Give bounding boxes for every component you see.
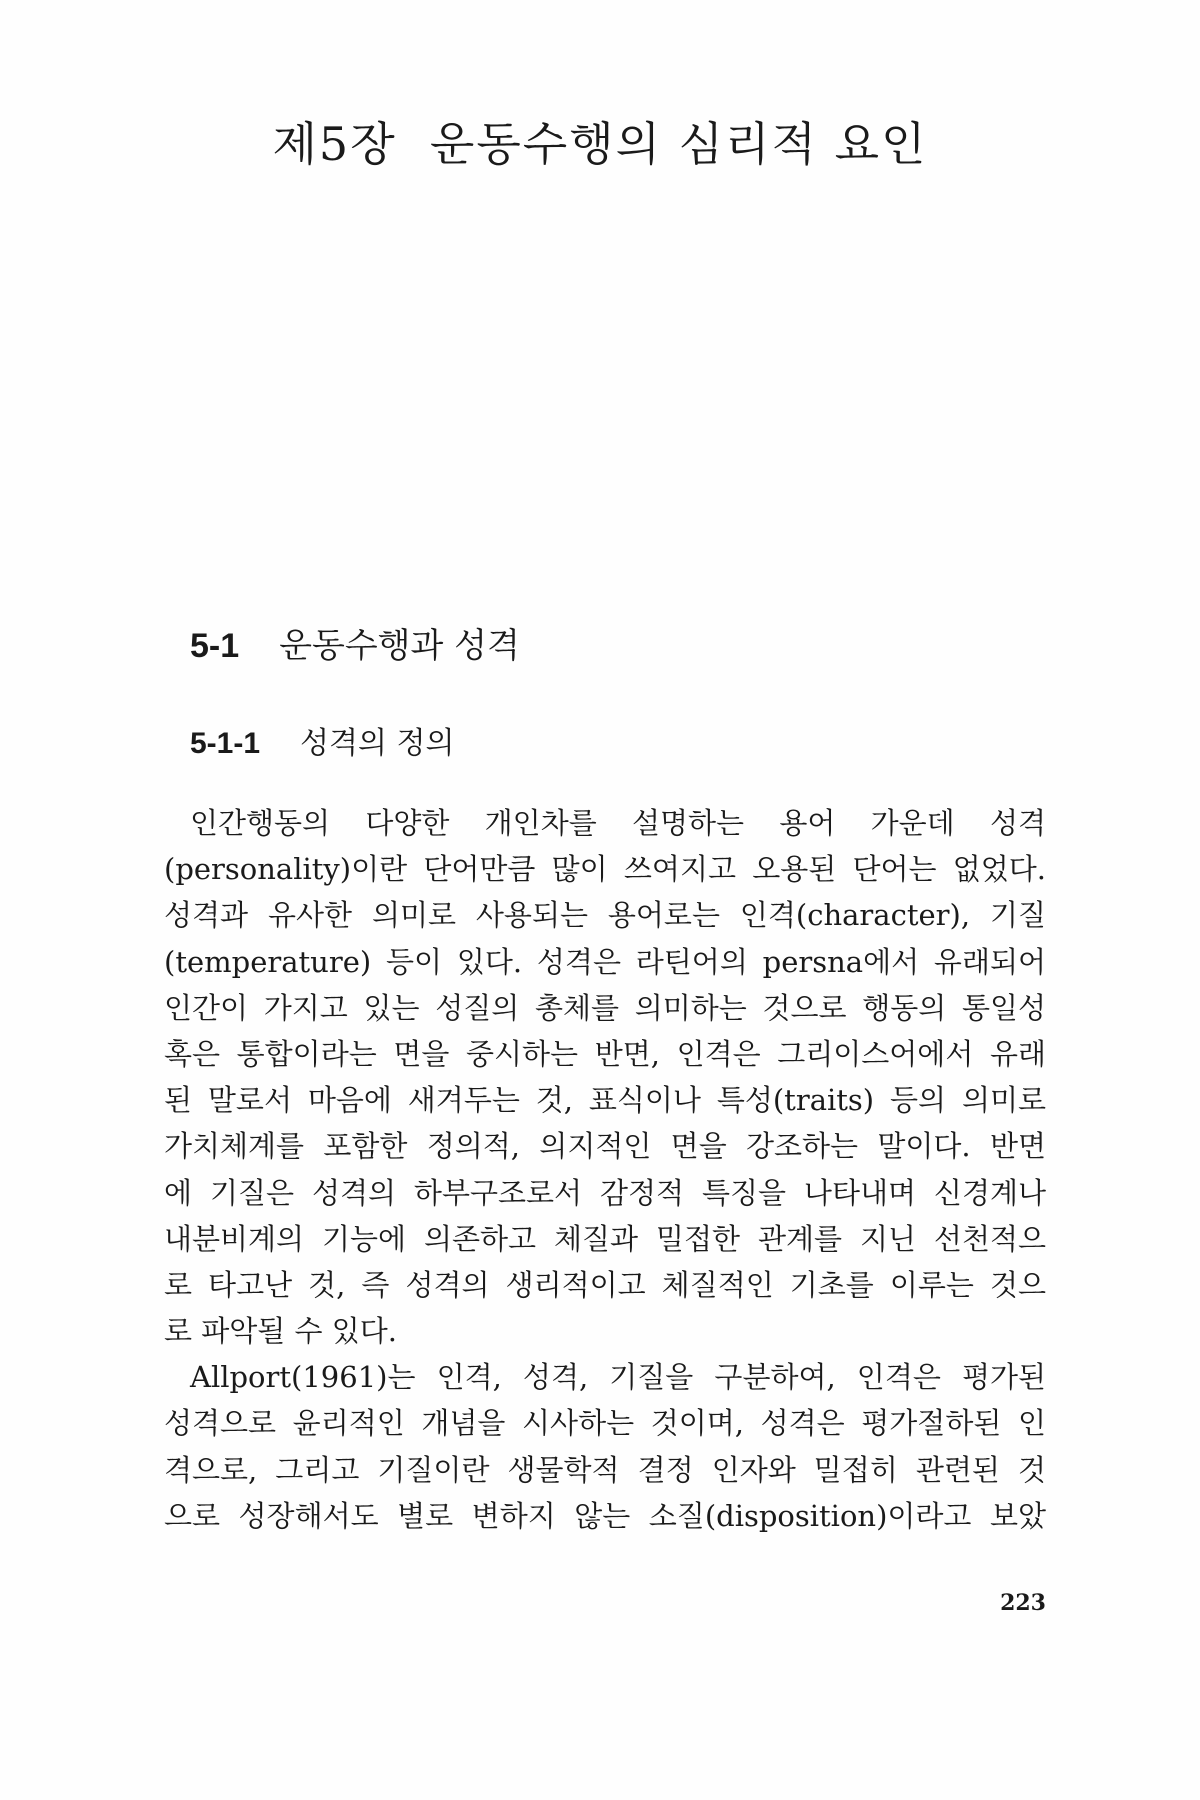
text-line: 성격으로 윤리적인 개념을 시사하는 것이며, 성격은 평가절하된 인 — [164, 1406, 1046, 1441]
section-title: 운동수행과 성격 — [279, 626, 520, 666]
body-text — [164, 800, 1046, 1539]
subsection-number: 5-1-1 — [190, 727, 261, 760]
text-line: 내분비계의 기능에 의존하고 체질과 밀접한 관계를 지닌 선천적으 — [164, 1221, 1046, 1256]
section-heading — [190, 618, 520, 667]
text-line: 혹은 통합이라는 면을 중시하는 반면, 인격은 그리이스어에서 유래 — [164, 1036, 1046, 1071]
subsection-title: 성격의 정의 — [300, 726, 455, 761]
text-line: 된 말로서 마음에 새겨두는 것, 표식이나 특성(traits) 등의 의미로 — [164, 1083, 1046, 1118]
text-line: 에 기질은 성격의 하부구조로서 감정적 특징을 나타내며 신경계나 — [164, 1175, 1046, 1210]
text-line: (temperature) 등이 있다. 성격은 라틴어의 persna에서 유래되어 — [164, 944, 1046, 979]
text-line: Allport(1961)는 인격, 성격, 기질을 구분하여, 인격은 평가된 — [190, 1360, 1046, 1395]
text-line: 인간이 가지고 있는 성질의 총체를 의미하는 것으로 행동의 통일성 — [164, 990, 1046, 1025]
text-line: 성격과 유사한 의미로 사용되는 용어로는 인격(character), 기질 — [164, 898, 1046, 933]
text-line: 격으로, 그리고 기질이란 생물학적 결정 인자와 밀접히 관련된 것 — [164, 1452, 1046, 1487]
page-number: 223 — [1000, 1590, 1046, 1616]
section-number: 5-1 — [190, 627, 240, 665]
text-line: (personality)이란 단어만큼 많이 쓰여지고 오용된 단어는 없었다. — [164, 852, 1046, 887]
subsection-heading — [190, 718, 454, 762]
chapter-title: 제5장 운동수행의 심리적 요인 — [272, 117, 928, 171]
text-line: 인간행동의 다양한 개인차를 설명하는 용어 가운데 성격 — [190, 806, 1046, 840]
text-line: 가치체계를 포함한 정의적, 의지적인 면을 강조하는 말이다. 반면 — [164, 1129, 1046, 1164]
text-line: 로 파악될 수 있다. — [164, 1314, 397, 1349]
text-line: 으로 성장해서도 별로 변하지 않는 소질(disposition)이라고 보았 — [164, 1498, 1046, 1533]
text-line: 로 타고난 것, 즉 성격의 생리적이고 체질적인 기초를 이루는 것으 — [164, 1267, 1046, 1302]
